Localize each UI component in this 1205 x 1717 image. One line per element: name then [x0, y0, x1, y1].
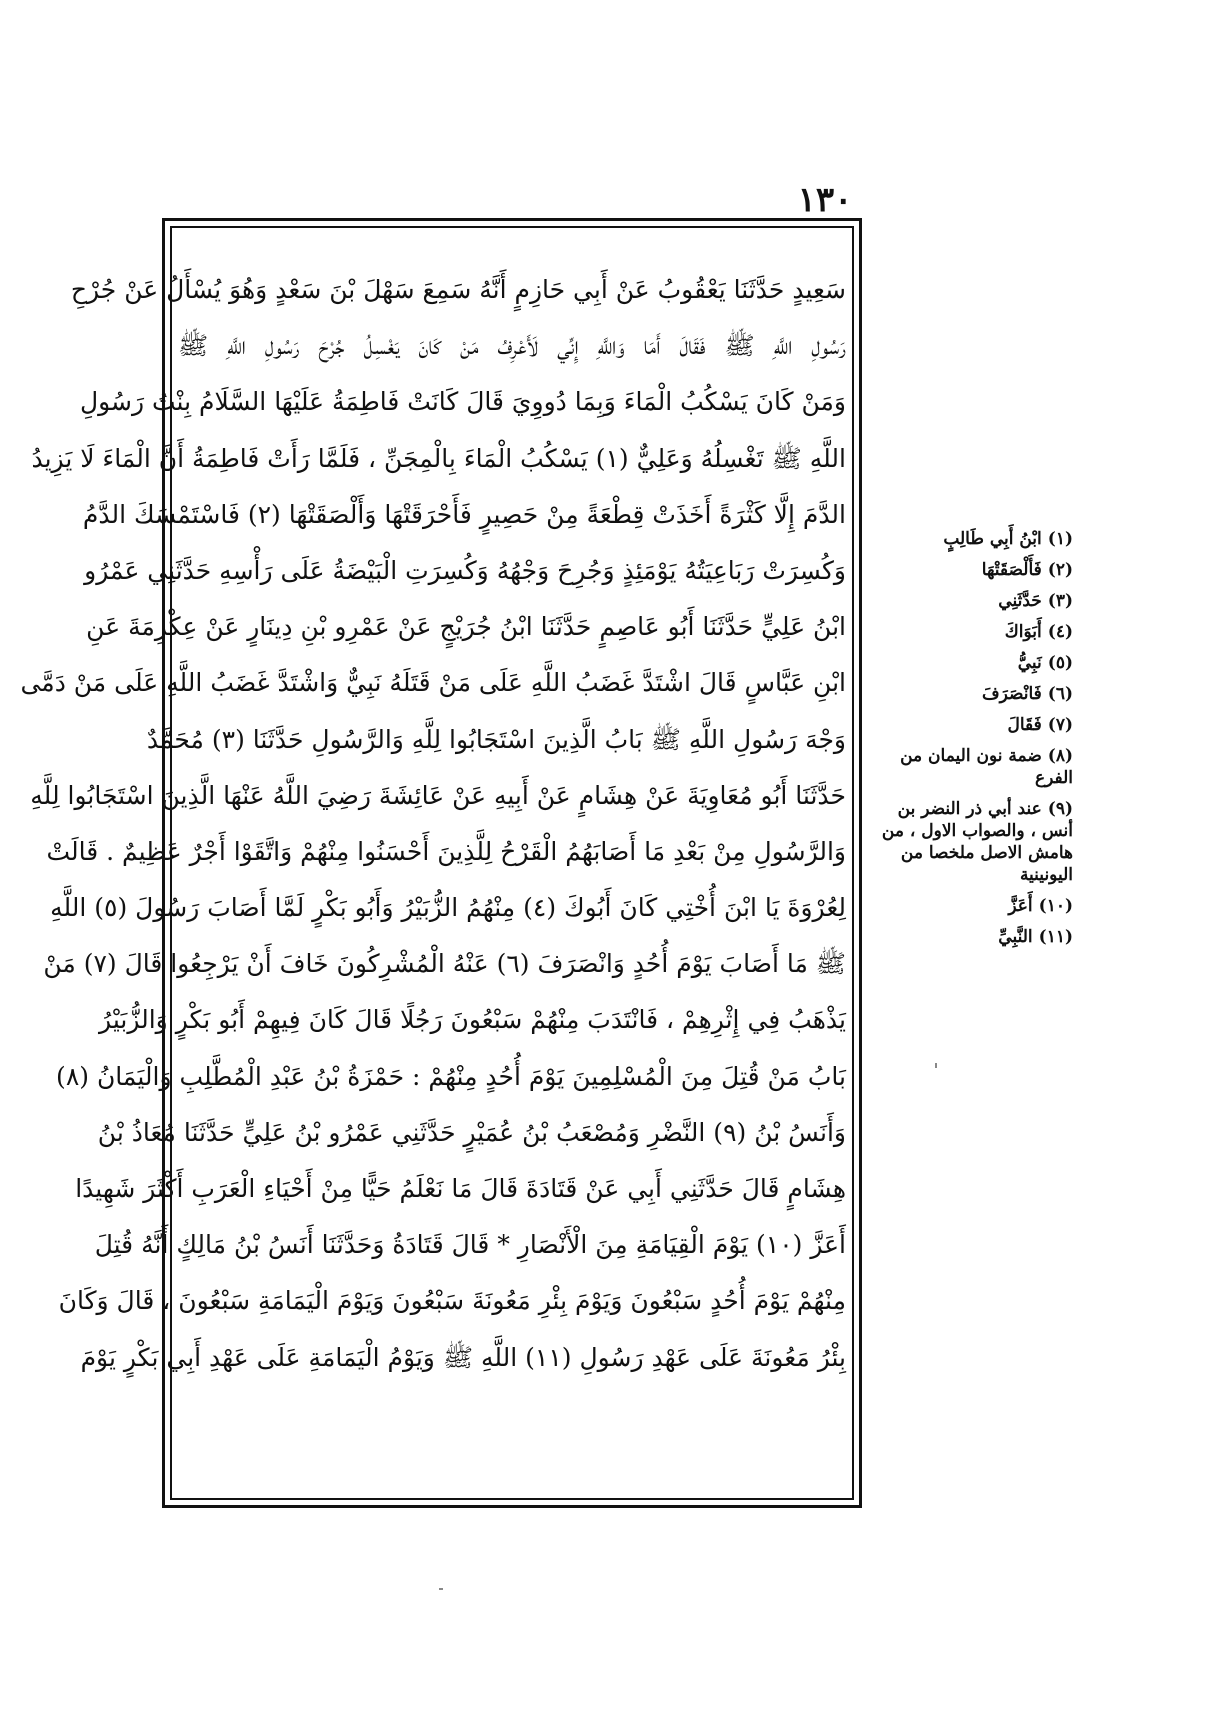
- text-line: أَعَزَّ (١٠) يَوْمَ الْقِيَامَةِ مِنَ الْأَنْصَارِ * قَالَ قَتَادَةُ وَحَدَّثَنَا أَنَسُ بْنُ مَالِكٍ أَنَّهُ قُتِلَ: [94, 1230, 846, 1260]
- footnote: [878, 798, 1073, 886]
- text-line: رَسُولِ اللَّهِ ﷺ فَقَالَ أَمَا وَاللَّهِ إِنِّي لَأَعْرِفُ مَنْ كَانَ يَغْسِلُ جُرْحَ رَسُولِ اللَّهِ ﷺ: [178, 331, 846, 361]
- footnote-text: ابْنُ أَبِي طَالِبٍ: [943, 529, 1042, 549]
- text-line: وَمَنْ كَانَ يَسْكُبُ الْمَاءَ وَبِمَا دُووِيَ قَالَ كَانَتْ فَاطِمَةُ عَلَيْهَا السَّلَامُ بِنْتُ رَسُولِ: [79, 387, 846, 417]
- footnote-number: (٧): [1047, 715, 1073, 735]
- footnotes-margin: [878, 528, 1073, 957]
- footnote-number: (٢): [1047, 560, 1073, 580]
- footnote: [878, 683, 1073, 705]
- footnote-text: نَبِيُّ: [1017, 653, 1042, 673]
- text-line: وَكُسِرَتْ رَبَاعِيَتُهُ يَوْمَئِذٍ وَجُرِحَ وَجْهُهُ وَكُسِرَتِ الْبَيْضَةُ عَلَى رَأْسِهِ حَدَّثَنِي عَمْرُو: [84, 555, 846, 585]
- footnote-text: ضمة نون اليمان من الفرع: [900, 746, 1073, 788]
- footnote-number: (٤): [1047, 622, 1073, 642]
- footnote: [878, 926, 1073, 948]
- scan-speck: [439, 1588, 443, 1590]
- text-line: سَعِيدٍ حَدَّثَنَا يَعْقُوبُ عَنْ أَبِي حَازِمٍ أَنَّهُ سَمِعَ سَهْلَ بْنَ سَعْدٍ وَهُوَ يُسْأَلُ عَنْ جُرْحِ: [70, 275, 846, 304]
- text-line: الدَّمَ إِلَّا كَثْرَةً أَخَذَتْ قِطْعَةً مِنْ حَصِيرٍ فَأَحْرَقَتْهَا وَأَلْصَقَتْهَا (٢) فَاسْتَمْسَكَ الدَّمُ: [82, 499, 846, 529]
- footnote-number: (٩): [1047, 799, 1073, 819]
- footnote: [878, 745, 1073, 789]
- footnote: [878, 559, 1073, 581]
- footnote-number: (٨): [1047, 746, 1073, 766]
- text-line: وَجْهَ رَسُولِ اللَّهِ ﷺ بَابُ الَّذِينَ اسْتَجَابُوا لِلَّهِ وَالرَّسُولِ حَدَّثَنَا (٣) مُحَمَّدٌ: [146, 724, 846, 754]
- footnote-text: فَانْصَرَفَ: [981, 684, 1042, 704]
- footnote: [878, 621, 1073, 643]
- footnote-number: (١١): [1038, 927, 1073, 947]
- scan-speck: [935, 1063, 937, 1068]
- footnote-text: النَّبِيِّ: [998, 927, 1033, 947]
- page-number: ١٣٠: [797, 180, 853, 220]
- footnote: [878, 895, 1073, 917]
- footnote-number: (٦): [1047, 684, 1073, 704]
- footnote-text: أَبَوَاكَ: [1004, 622, 1042, 642]
- text-line: وَالرَّسُولِ مِنْ بَعْدِ مَا أَصَابَهُمُ الْقَرْحُ لِلَّذِينَ أَحْسَنُوا مِنْهُمْ وَاتَّقَوْا أَجْرٌ عَظِيمٌ . قَالَتْ: [46, 836, 846, 866]
- text-line: حَدَّثَنَا أَبُو مُعَاوِيَةَ عَنْ هِشَامٍ عَنْ أَبِيهِ عَنْ عَائِشَةَ رَضِيَ اللَّهُ عَنْهَا الَّذِينَ اسْتَجَابُوا لِلَّهِ: [30, 780, 846, 810]
- text-line: بِئْرُ مَعُونَةَ عَلَى عَهْدِ رَسُولِ (١١) اللَّهِ ﷺ وَيَوْمُ الْيَمَامَةِ عَلَى عَهْدِ أَبِي بَكْرٍ يَوْمَ: [80, 1342, 846, 1372]
- text-line: اللَّهِ ﷺ تَغْسِلُهُ وَعَلِيٌّ (١) يَسْكُبُ الْمَاءَ بِالْمِجَنِّ ، فَلَمَّا رَأَتْ فَاطِمَةُ أَنَّ الْمَاءَ لَا يَزِيدُ: [31, 443, 846, 473]
- footnote-number: (١): [1047, 529, 1073, 549]
- text-line: ابْنِ عَبَّاسٍ قَالَ اشْتَدَّ غَضَبُ اللَّهِ عَلَى مَنْ قَتَلَهُ نَبِيٌّ وَاشْتَدَّ غَضَبُ اللَّهِ عَلَى مَنْ دَمَّى: [20, 668, 846, 698]
- footnote-text: فَقَالَ: [1007, 715, 1042, 735]
- text-line: ابْنُ عَلِيٍّ حَدَّثَنَا أَبُو عَاصِمٍ حَدَّثَنَا ابْنُ جُرَيْجٍ عَنْ عَمْرِو بْنِ دِينَارٍ عَنْ عِكْرِمَةَ عَنِ: [86, 612, 846, 642]
- text-line: وَأَنَسُ بْنُ (٩) النَّضْرِ وَمُصْعَبُ بْنُ عُمَيْرٍ حَدَّثَنِي عَمْرُو بْنُ عَلِيٍّ حَدَّثَنَا مُعَاذُ بْنُ: [97, 1117, 846, 1147]
- footnote: [878, 590, 1073, 612]
- footnote-text: أَعَزَّ: [1008, 896, 1033, 916]
- footnote-text: عند أبي ذر النضر بن أنس ، والصواب الاول ، من هامش الاصل ملخصا من اليونينية: [881, 799, 1073, 885]
- text-line: بَابُ مَنْ قُتِلَ مِنَ الْمُسْلِمِينَ يَوْمَ أُحُدٍ مِنْهُمْ : حَمْزَةُ بْنُ عَبْدِ الْمُطَّلِبِ وَالْيَمَانُ (٨): [56, 1061, 846, 1091]
- text-line: مِنْهُمْ يَوْمَ أُحُدٍ سَبْعُونَ وَيَوْمَ بِئْرِ مَعُونَةَ سَبْعُونَ وَيَوْمَ الْيَمَامَةِ سَبْعُونَ ، قَالَ وَكَانَ: [58, 1286, 846, 1316]
- footnote-text: فَأَلْصَقَتْهَا: [981, 560, 1042, 580]
- footnote: [878, 714, 1073, 736]
- footnote-text: حَدَّثَنِي: [998, 591, 1042, 611]
- footnote-number: (٥): [1047, 653, 1073, 673]
- text-line: يَذْهَبُ فِي إِثْرِهِمْ ، فَانْتَدَبَ مِنْهُمْ سَبْعُونَ رَجُلًا قَالَ كَانَ فِيهِمْ أَبُو بَكْرٍ وَالزُّبَيْرُ: [99, 1005, 846, 1035]
- text-line: لِعُرْوَةَ يَا ابْنَ أُخْتِي كَانَ أَبُوكَ (٤) مِنْهُمُ الزُّبَيْرُ وَأَبُو بَكْرٍ لَمَّا أَصَابَ رَسُولَ (٥) اللَّهِ: [50, 893, 846, 923]
- footnote-number: (٣): [1047, 591, 1073, 611]
- footnote: [878, 652, 1073, 674]
- text-line: ﷺ مَا أَصَابَ يَوْمَ أُحُدٍ وَانْصَرَفَ (٦) عَنْهُ الْمُشْرِكُونَ خَافَ أَنْ يَرْجِعُوا قَالَ (٧) مَنْ: [43, 949, 846, 979]
- text-line: هِشَامٍ قَالَ حَدَّثَنِي أَبِي عَنْ قَتَادَةَ قَالَ مَا نَعْلَمُ حَيًّا مِنْ أَحْيَاءِ الْعَرَبِ أَكْثَرَ شَهِيدًا: [75, 1174, 846, 1203]
- main-text-body: [20, 262, 846, 1386]
- footnote-number: (١٠): [1038, 896, 1073, 916]
- footnote: [878, 528, 1073, 550]
